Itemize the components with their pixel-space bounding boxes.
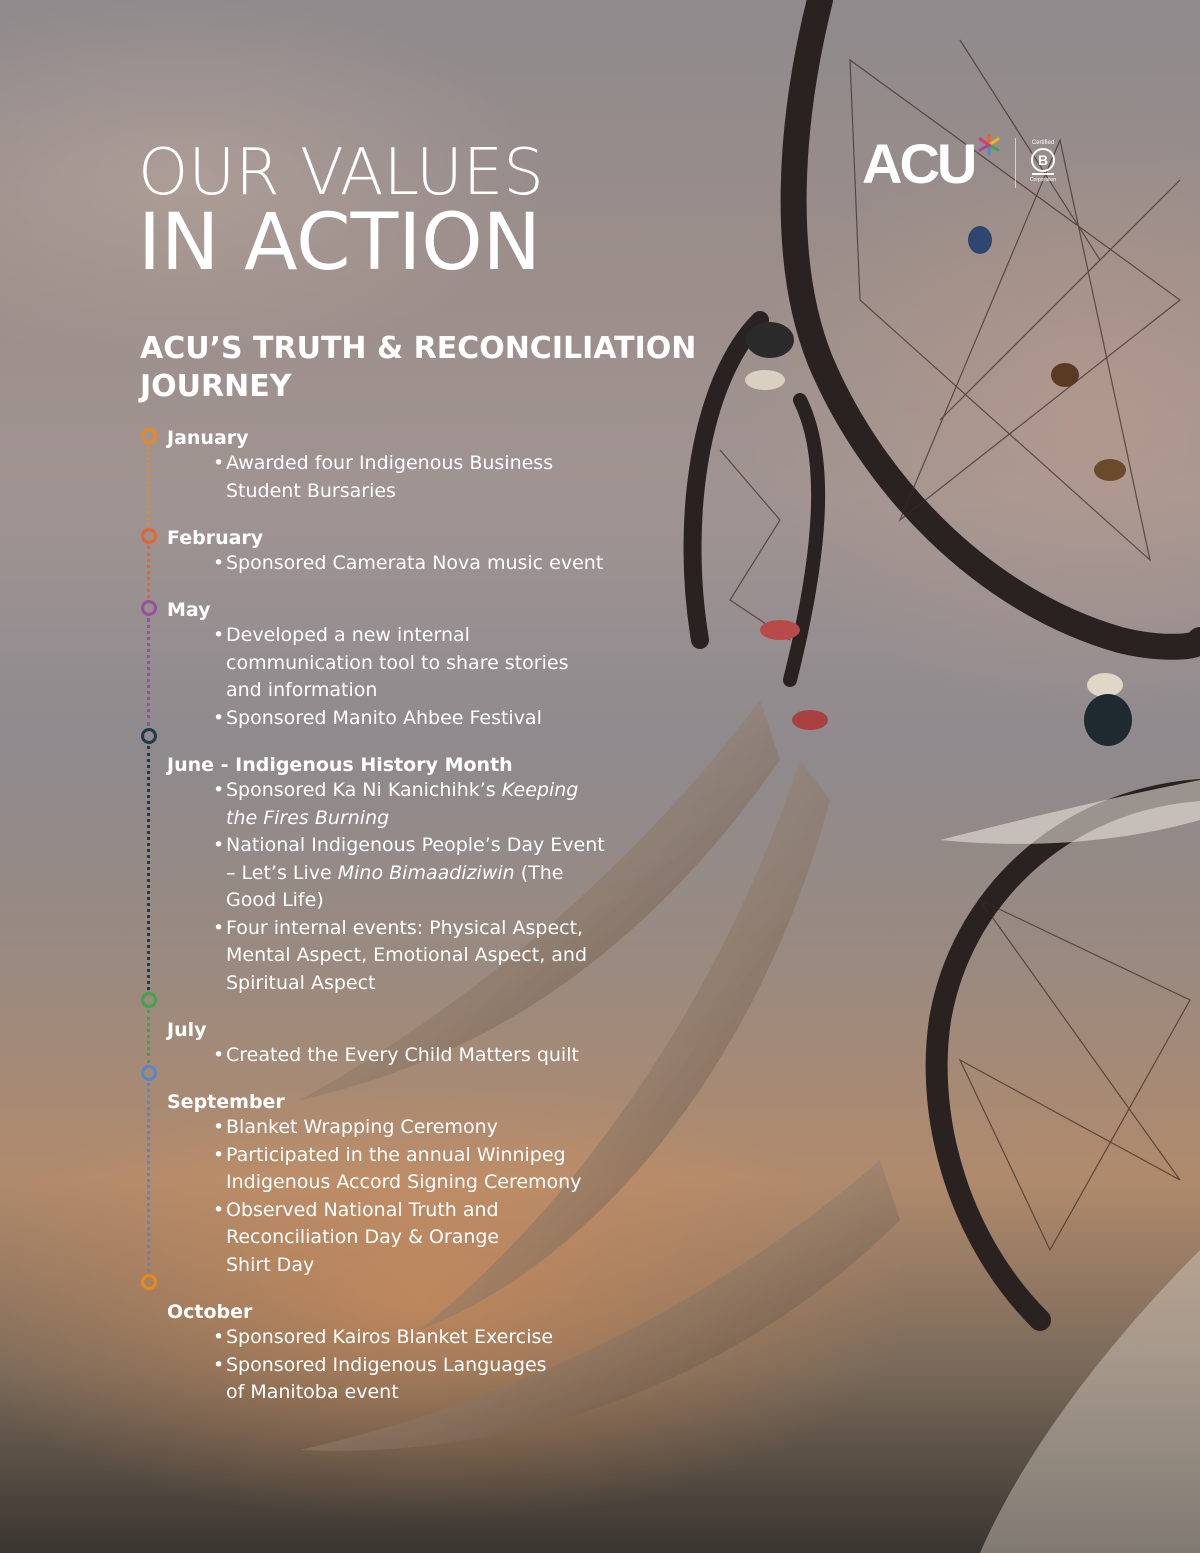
page-title-line-1: OUR VALUES xyxy=(138,136,544,210)
timeline-items xyxy=(213,1042,633,1070)
timeline-connector xyxy=(147,618,150,726)
timeline-item-line: of Manitoba event xyxy=(226,1381,399,1403)
timeline-item-line: Sponsored Indigenous Languages xyxy=(226,1353,547,1376)
timeline-items xyxy=(213,777,633,997)
timeline-item xyxy=(213,777,633,832)
timeline-item-line: Blanket Wrapping Ceremony xyxy=(226,1116,498,1138)
timeline-item-line: Mental Aspect, Emotional Aspect, and xyxy=(226,944,588,966)
b-corp-badge xyxy=(1028,140,1058,186)
page-title-line-2: IN ACTION xyxy=(138,198,541,288)
timeline-connector xyxy=(147,546,150,598)
bullet-point: • xyxy=(213,624,225,646)
bullet-point: • xyxy=(213,1353,225,1376)
bcorp-b-icon: B xyxy=(1031,148,1055,172)
bcorp-corporation-text: Corporation xyxy=(1029,177,1057,183)
timeline-item-line: Sponsored Ka Ni Kanichihk’s Keeping xyxy=(226,779,579,801)
bullet-point: • xyxy=(213,1198,225,1221)
bcorp-underline xyxy=(1032,173,1054,175)
timeline-item-line: Reconciliation Day & Orange xyxy=(226,1226,500,1248)
timeline-item-line: Participated in the annual Winnipeg xyxy=(226,1143,566,1166)
timeline-item xyxy=(213,705,633,733)
bullet-point: • xyxy=(213,916,225,939)
timeline-items xyxy=(213,550,633,578)
logo-divider xyxy=(1015,138,1016,188)
timeline-item-line: Created the Every Child Matters quilt xyxy=(226,1044,579,1066)
timeline-marker xyxy=(141,1274,157,1290)
timeline-marker xyxy=(141,728,157,744)
bcorp-certified-text: Certified xyxy=(1031,140,1055,146)
timeline-item-line: Sponsored Kairos Blanket Exercise xyxy=(226,1326,554,1348)
timeline-item-line: Shirt Day xyxy=(226,1253,315,1276)
timeline-item-line: – Let’s Live Mino Bimaadiziwin (The xyxy=(226,861,564,884)
timeline-connector xyxy=(147,746,150,990)
bullet-point: • xyxy=(213,1116,225,1138)
bullet-point: • xyxy=(213,1326,225,1348)
timeline-item-line: Observed National Truth and xyxy=(226,1198,499,1221)
timeline-item-line: National Indigenous People’s Day Event xyxy=(226,834,605,856)
timeline-month: July xyxy=(167,1019,207,1041)
bullet-point: • xyxy=(213,1044,225,1066)
timeline-items xyxy=(213,622,633,732)
bullet-point: • xyxy=(213,779,225,801)
timeline-month: October xyxy=(167,1301,253,1323)
timeline-item xyxy=(213,915,633,998)
timeline-items xyxy=(213,450,633,505)
timeline-item-line: Four internal events: Physical Aspect, xyxy=(226,916,584,939)
timeline-connector xyxy=(147,1010,150,1063)
timeline-items xyxy=(213,1114,633,1279)
timeline-marker xyxy=(141,528,157,544)
timeline-item-line: the Fires Burning xyxy=(226,806,390,829)
timeline-item xyxy=(213,1324,633,1352)
timeline-month: January xyxy=(167,427,249,449)
timeline-marker xyxy=(141,1065,157,1081)
bullet-point: • xyxy=(213,834,225,856)
timeline-item-line: Developed a new internal xyxy=(226,624,470,646)
timeline-month: September xyxy=(167,1091,285,1113)
timeline-item-line: Spiritual Aspect xyxy=(226,971,376,994)
timeline-item xyxy=(213,1042,633,1070)
acu-wordmark: ACU xyxy=(862,132,975,195)
timeline-item xyxy=(213,1197,633,1280)
timeline-item-line: and information xyxy=(226,679,378,701)
timeline-item-line: communication tool to share stories xyxy=(226,651,569,674)
timeline-item-line: Indigenous Accord Signing Ceremony xyxy=(226,1171,582,1193)
timeline-item-line: Sponsored Manito Ahbee Festival xyxy=(226,706,542,729)
timeline-item-line: Awarded four Indigenous Business xyxy=(226,452,554,474)
acu-logo xyxy=(862,134,1072,194)
timeline-item xyxy=(213,1352,633,1407)
section-title-line-1: ACU’S TRUTH & RECONCILIATION xyxy=(140,331,697,366)
timeline-marker xyxy=(141,992,157,1008)
timeline-item xyxy=(213,832,633,915)
timeline-marker xyxy=(141,600,157,616)
timeline-month: May xyxy=(167,599,211,621)
colorful-star-icon xyxy=(978,134,1000,156)
timeline-item xyxy=(213,450,633,505)
timeline-connector xyxy=(147,1083,150,1272)
timeline-item xyxy=(213,1114,633,1142)
timeline-month: February xyxy=(167,527,264,549)
timeline-item xyxy=(213,622,633,705)
bullet-point: • xyxy=(213,552,225,574)
timeline-items xyxy=(213,1324,633,1407)
bullet-point: • xyxy=(213,452,225,474)
timeline-item-line: Good Life) xyxy=(226,889,324,911)
timeline-item-line: Sponsored Camerata Nova music event xyxy=(226,552,604,574)
timeline-marker xyxy=(141,428,157,444)
timeline-item xyxy=(213,550,633,578)
section-title-line-2: JOURNEY xyxy=(140,369,292,404)
timeline-month: June - Indigenous History Month xyxy=(167,754,513,776)
bullet-point: • xyxy=(213,706,225,729)
timeline-item xyxy=(213,1142,633,1197)
timeline-connector xyxy=(147,446,150,526)
bullet-point: • xyxy=(213,1143,225,1166)
timeline-item-line: Student Bursaries xyxy=(226,479,396,502)
